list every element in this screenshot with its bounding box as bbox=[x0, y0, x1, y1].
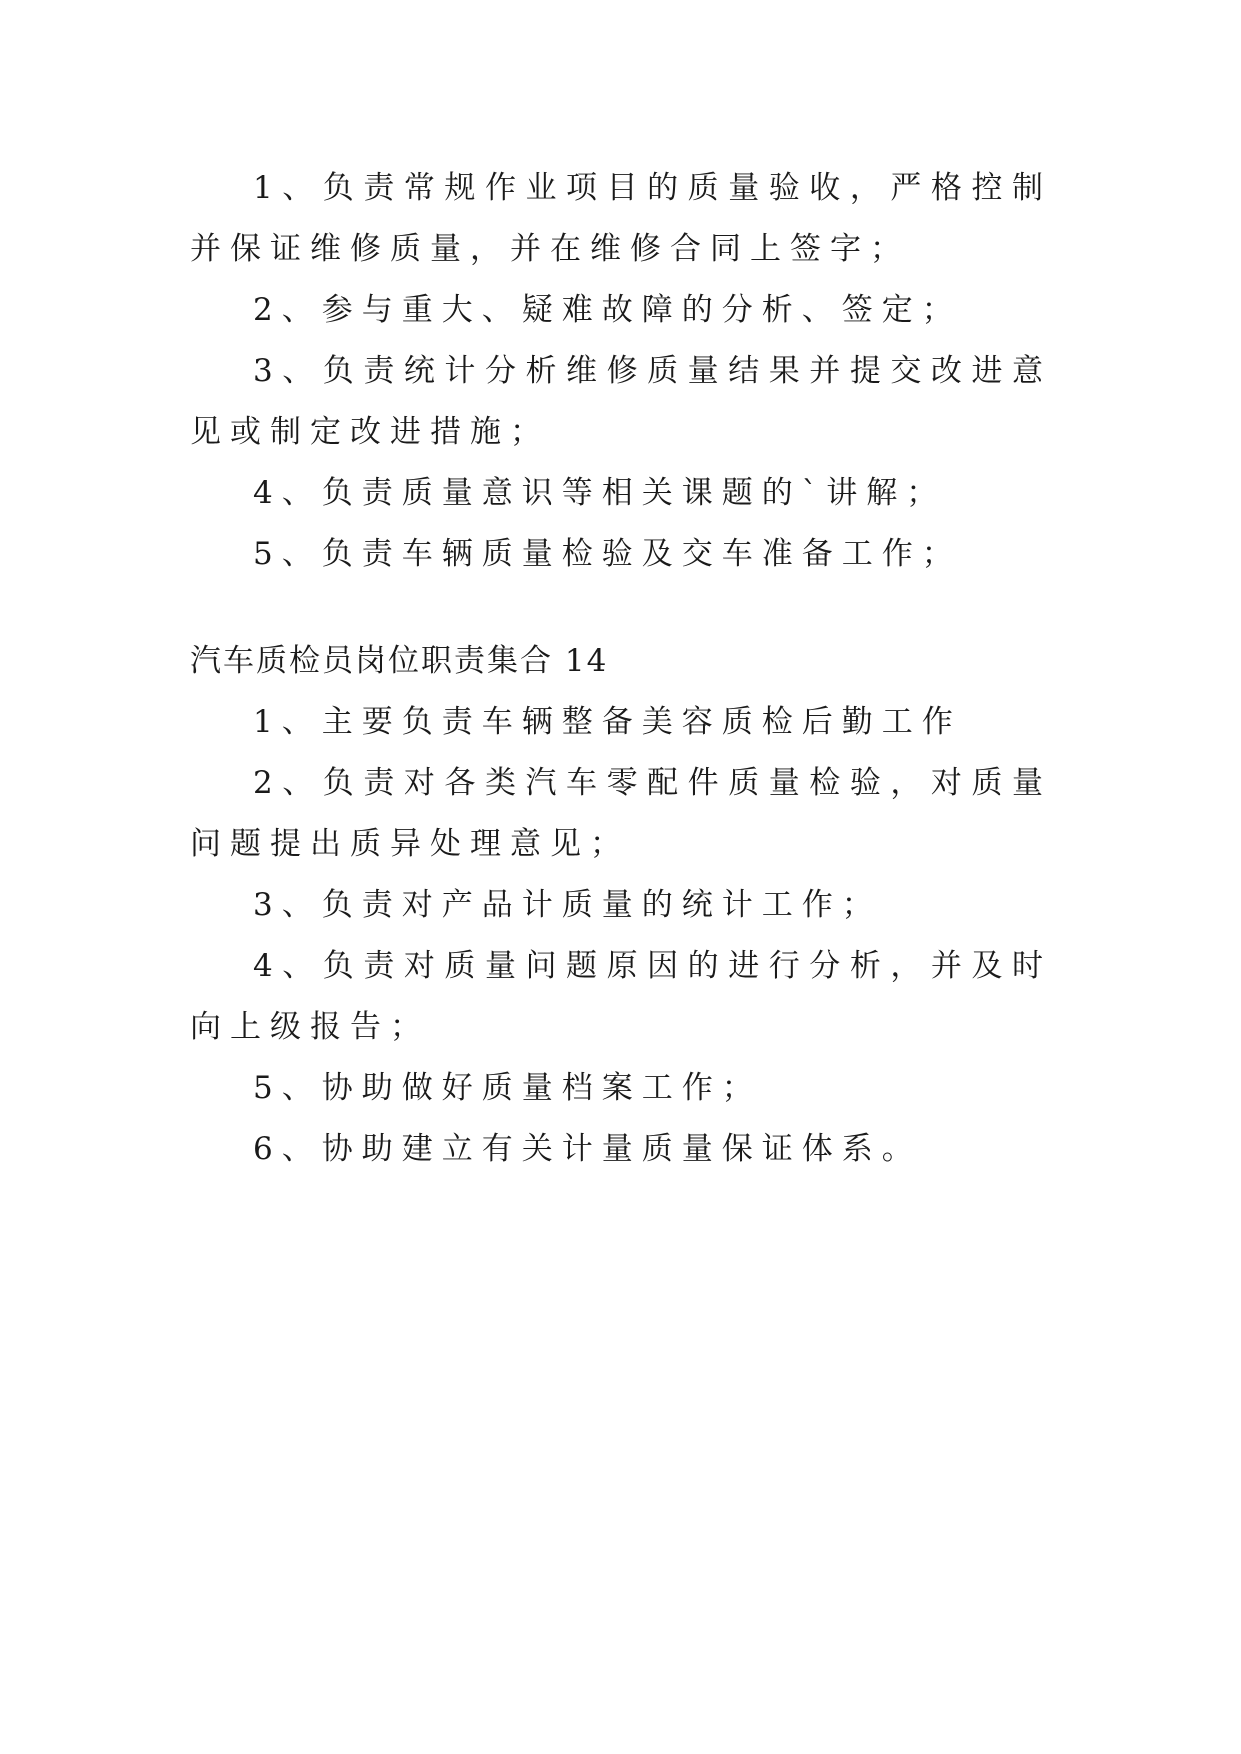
list-item: 3、负责对产品计质量的统计工作； bbox=[253, 887, 882, 923]
list-item: 4、负责对质量问题原因的进行分析，并及时向上级报告； bbox=[190, 948, 1052, 1045]
list-item: 5、负责车辆质量检验及交车准备工作； bbox=[253, 536, 962, 572]
list-item: 2、参与重大、疑难故障的分析、签定； bbox=[253, 292, 962, 328]
list-item: 1、负责常规作业项目的质量验收，严格控制并保证维修质量，并在维修合同上签字； bbox=[190, 170, 1052, 267]
list-item: 1、主要负责车辆整备美容质检后勤工作 bbox=[253, 704, 962, 740]
list-item: 5、协助做好质量档案工作； bbox=[253, 1070, 762, 1106]
list-item: 2、负责对各类汽车零配件质量检验，对质量问题提出质异处理意见； bbox=[190, 765, 1052, 862]
list-item: 6、协助建立有关计量质量保证体系。 bbox=[253, 1131, 922, 1167]
list-item: 3、负责统计分析维修质量结果并提交改进意见或制定改进措施； bbox=[190, 353, 1052, 450]
section-title: 汽车质检员岗位职责集合 14 bbox=[190, 643, 609, 679]
document-body bbox=[190, 158, 1052, 1180]
list-item: 4、负责质量意识等相关课题的`讲解； bbox=[253, 475, 947, 511]
section-spacer bbox=[190, 585, 1052, 631]
